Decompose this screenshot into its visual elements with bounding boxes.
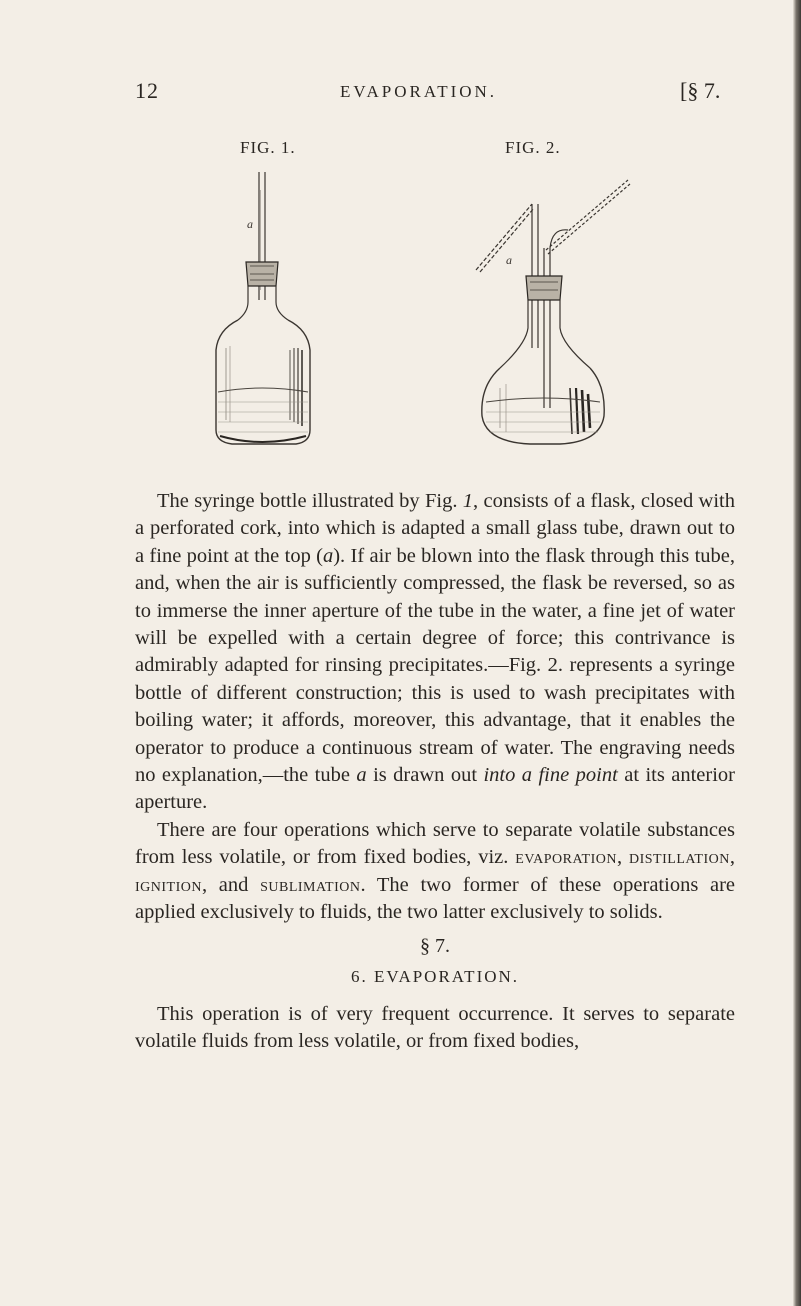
page-header bbox=[0, 78, 801, 108]
section-sign: § 7. bbox=[420, 934, 450, 957]
paragraph-syringe-bottle bbox=[135, 488, 735, 817]
figure-2-letter-a: a bbox=[506, 253, 512, 267]
p2-evaporation: evaporation bbox=[515, 846, 617, 869]
figure-2-label: FIG. 2. bbox=[505, 138, 561, 157]
figure-1-letter-a: a bbox=[247, 217, 253, 231]
figure-1-syringe-bottle-illustration bbox=[210, 170, 320, 450]
p1-text-d: is drawn out bbox=[366, 764, 484, 787]
running-head: EVAPORATION. bbox=[340, 82, 498, 101]
p2-text-d: , and bbox=[201, 873, 261, 896]
figure-2-syringe-bottle-illustration bbox=[440, 158, 640, 448]
p1-fig-ref: 1 bbox=[462, 490, 474, 512]
p2-ignition: ignition bbox=[135, 873, 202, 896]
p1-text-e: at its anterior aperture. bbox=[135, 764, 735, 814]
figure-1-label: FIG. 1. bbox=[240, 138, 296, 157]
p1-letter-a-second: a bbox=[356, 764, 367, 787]
p1-italic-phrase: into a fine point bbox=[483, 764, 618, 787]
p2-sublimation: sublimation bbox=[260, 873, 361, 896]
p2-distillation: distillation bbox=[629, 846, 730, 869]
page-number: 12 bbox=[135, 78, 159, 103]
p2-text-b: , bbox=[616, 846, 629, 869]
p2-text-c: , bbox=[729, 846, 735, 869]
paragraph-four-operations bbox=[135, 817, 735, 927]
p1-text-c: ). If air be blown into the flask through this tube, and, when the air is sufficiently compressed, the flask be reversed, so as to immerse the inner aperture of the tube in the water, a fine jet of water will be expelled with a certain degree of force; this contrivance is admirably adapted for rinsing precipitates.—Fig. 2. represents a syringe bottle of different construction; this is used to wash precipitates with boiling water; it affords, moreover, this advantage, that it enables the operator to produce a continuous stream of water. The engraving needs no explanation,—the tube bbox=[135, 544, 735, 787]
p2-text-e: . The two former of these operations are applied exclusively to fluids, the two latter exclusively to solids. bbox=[135, 873, 735, 924]
p1-text-a: The syringe bottle illustrated by Fig. bbox=[157, 490, 463, 512]
paragraph-evaporation: This operation is of very frequent occurrence. It serves to separate volatile fluids from less volatile, or from fixed bodies, bbox=[135, 1002, 735, 1052]
body-text bbox=[135, 488, 735, 1055]
section-reference: [§ 7. bbox=[680, 78, 721, 103]
p1-letter-a: a bbox=[322, 544, 334, 567]
section-heading: 6. EVAPORATION. bbox=[350, 966, 520, 986]
p2-text-a: There are four operations which serve to separate volatile substances from less volatile, or from fixed bodies, viz. bbox=[135, 818, 735, 869]
p1-text-b: , consists of a flask, closed with a perforated cork, into which is adapted a small glass tube, drawn out to a fine point at the top ( bbox=[135, 490, 735, 567]
page-edge-shadow bbox=[793, 0, 801, 1306]
